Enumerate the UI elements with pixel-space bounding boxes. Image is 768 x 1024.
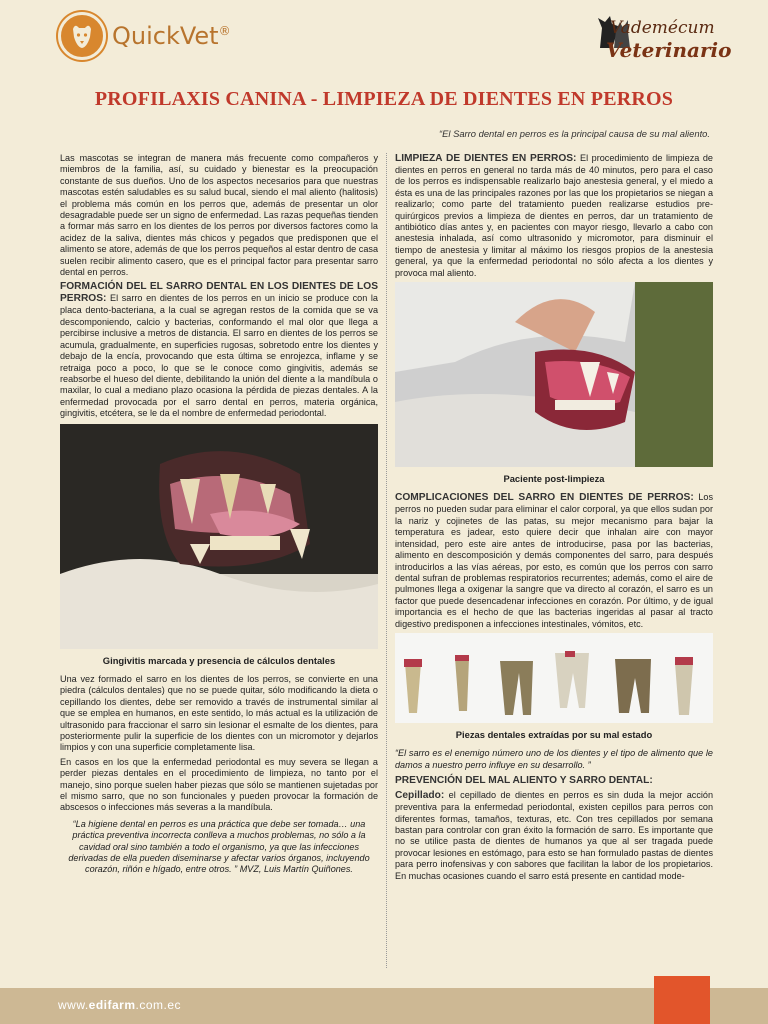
gingivitis-photo [60, 424, 378, 649]
page-header [0, 0, 768, 70]
top-quote: “El Sarro dental en perros es la principal causa de su mal aliento. [439, 128, 710, 139]
page-title: PROFILAXIS CANINA - LIMPIEZA DE DIENTES EN PERROS [94, 88, 674, 110]
brushing-text: el cepillado de dientes en perros es sin duda la mejor acción preventiva para la enfermedad periodontal, existen cepillos para perros con diferentes formas, tamaños, texturas, etc. Con tres cepillados por semana bastan para controlar con gran éxito la formación de sarro. Es importante que no se utilice pasta de dientes de humanos ya que al ser tragada puede provocar lesiones en estómago, para esto se han formulado pastas de dientes para perro inofensivas y con sabores que facilitan la labor de los propietarios. En muchas ocasiones cuando el sarro está presente en cantidad mode- [395, 790, 713, 881]
formation-heading: FORMACIÓN DEL EL SARRO DENTAL EN LOS DIENTES DE LOS PERROS: [60, 281, 378, 305]
formation-text: El sarro en dientes de los perros en un inicio se produce con la placa dento-bacteriana, a la cual se agregan restos de la comida que se va descomponiendo, calcio y bacterias, conformando el mal olor que llega a percibirse inclusive a metros de distancia. El sarro en dientes de los perros se acumula, gradualmente, en superficies rugosas, sobretodo entre los dientes y debajo de la encía, provocando que esta última se enrojezca, inflame y se retraiga poco a poco, lo que se le conoce como gingivitis, además se reabsorbe el hueso del diente, debilitando la unión del diente a la mandíbula o maxilar, lo cual a mediano plazo ocasiona la pérdida de piezas dentales. A la enfermedad provocada por el sarro dental en perros, materia orgánica, gingivitis, etcétera, se le da el nombre de enfermedad periodontal. [60, 293, 378, 419]
right-column [395, 153, 713, 885]
formation-section [60, 281, 378, 419]
brushing-heading: Cepillado: [395, 790, 445, 802]
quickvet-logo[interactable] [58, 12, 231, 60]
footer-accent-box [654, 976, 710, 1024]
cleaning-text: El procedimiento de limpieza de dientes en perros en general no tarda más de 40 minutos, pero para el caso de los perros es indispensable realizarlo bajo anestesia general, y el miedo a ésta es una de las principales razones por las que los propietarios se niegan a realizarlo; como parte del tratamiento pueden realizarse estudios pre-quirúrgicos previos a limpieza de dientes en perros, dar un tratamiento de antibiótico días antes y, en pacientes con mayor riesgo, llevarlo a cabo con anestesia inhalada, así como ultrasonido y micromotor, para disminuir el tiempo de anestesia y limitar al máximo los riesgos propios de la anestesia general, ya que la enfermedad periodontal no sólo afecta a los dientes y provoca mal aliento. [395, 153, 713, 278]
quickvet-emblem-icon [58, 12, 106, 60]
vademecum-logo[interactable] [596, 10, 732, 62]
post-cleaning-photo [395, 282, 713, 467]
vet-quote: “La higiene dental en perros es una práctica que debe ser tomada… una práctica preventiva incorrecta conlleva a muchos problemas, no sólo a la cavidad oral sino también a todo el organismo, ya que las infecciones derivadas de ella pueden diseminarse y afectar varios órganos, incluyendo corazón, riñón e hígado, entre otros. ” MVZ, Luis Martín Quiñones. [68, 818, 370, 875]
page-footer [0, 988, 768, 1024]
extracted-teeth-photo [395, 633, 713, 723]
tartar-enemy-quote: “El sarro es el enemigo número uno de los dientes y el tipo de alimento que le damos a nuestro perro influye en su desarrollo. ” [395, 748, 713, 770]
brushing-section [395, 790, 713, 882]
intro-paragraph: Las mascotas se integran de manera más frecuente como compañeros y miembros de la familia, así, su cuidado y bienestar es la preocupación constante de sus dueños. Uno de los aspectos necesarios para que nuestras mascotas estén saludables es su salud bucal, siendo el mal aliento (halitosis) el problema más común en los perros que, además de presentar un olor desagradable puede ser un signo de enfermedad. Las razas pequeñas tienden a formar más sarro en los dientes de los perros por diversos factores como la acidez de la saliva, dientes más chicos y pegados que predisponen que el alimento se atore, además de que los perros pequeños al estar dentro de casa suelen recibir alimento casero, que es el principal factor para presentar sarro dental en perros. [60, 153, 379, 278]
column-divider [386, 153, 387, 968]
tartar-removal-paragraph: Una vez formado el sarro en los dientes de los perros, se convierte en una piedra (cálculos dentales) que no se puede quitar, sólo modificando la dieta o cepillando los dientes, debe ser removido a través de instrumental similar al que se emplea en humanos, en este sentido, lo más actual es la utilización de ultrasonido para fraccionar el sarro sin lesionar el esmalte de los dientes, para posteriormente pulir la superficie de los dientes con un micromotor y dejarlos limpios y con una superficie completamente lisa. [60, 673, 378, 753]
vademecum-line1: Vademécum [610, 18, 715, 38]
vademecum-line2: Veterinario [606, 38, 732, 62]
complications-section [395, 492, 713, 629]
prevention-heading: PREVENCIÓN DEL MAL ALIENTO Y SARRO DENTAL: [395, 775, 653, 787]
complications-text: Los perros no pueden sudar para eliminar el calor corporal, ya que ellos sudan por la nariz y cojinetes de las patas, su mejor mecanismo para bajar la temperatura es jadear, esto quiere decir que inhalan aire con mayor intensidad, pero este aire antes de introducirse, pasa por las bacterias, alimento en descomposición y demás componentes del sarro, para después introducirlos a las vías aéreas, por esto, es común que los perros con sarro dental sufran de problemas respiratorios recurrentes; además, como el aire de pulmones llega a oxigenar la sangre que va directo al corazón, el sarro es un factor que puede desencadenar infecciones en corazón. Por último, y de igual importancia es el hecho de que las bacterias ingeridas al pasar al tracto digestivo predisponen a infecciones intestinales, vómitos, etc. [395, 492, 713, 629]
quickvet-wordmark: QuickVet® [112, 22, 231, 50]
footer-url[interactable]: www.edifarm.com.ec [58, 998, 182, 1012]
cleaning-section [395, 153, 713, 279]
severe-cases-paragraph: En casos en los que la enfermedad periodontal es muy severa se llegan a perder piezas dentales en el procedimiento de limpieza, no tanto por el manejo, sino porque suelen haber piezas que sólo se mantienen sujetadas por el mismo sarro, que no son funcionales y pueden provocar la formación de abscesos o infecciones más severas a la mandíbula. [60, 756, 378, 813]
post-cleaning-caption: Paciente post-limpieza [503, 473, 605, 485]
left-column [60, 153, 378, 876]
cleaning-heading: LIMPIEZA DE DIENTES EN PERROS: [395, 153, 577, 164]
extracted-teeth-caption: Piezas dentales extraídas por su mal estado [455, 728, 653, 740]
complications-heading: COMPLICACIONES DEL SARRO EN DIENTES DE PERROS: [395, 492, 694, 504]
gingivitis-caption: Gingivitis marcada y presencia de cálculos dentales [102, 654, 336, 666]
